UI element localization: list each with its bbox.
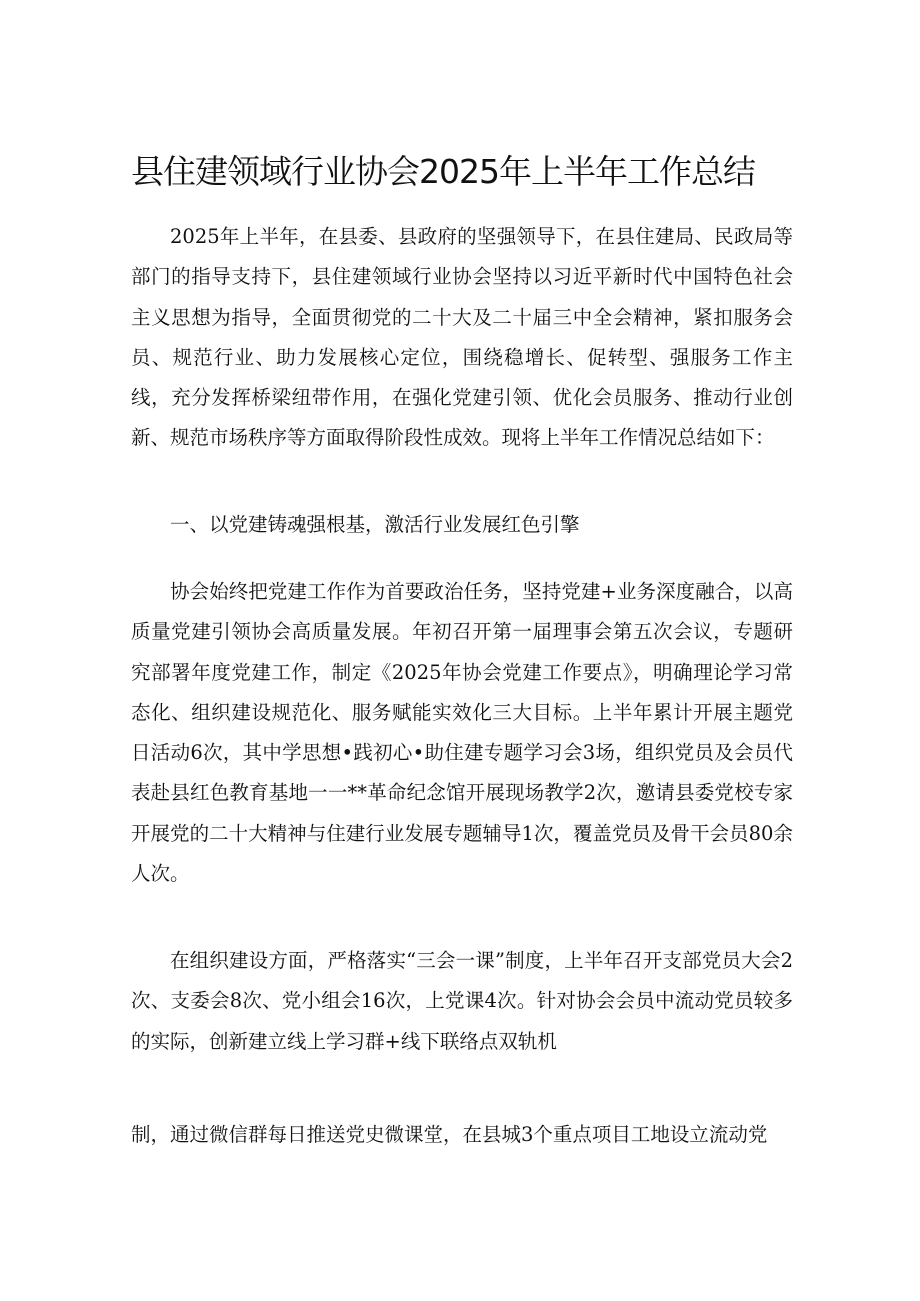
organization-paragraph: 在组织建设方面，严格落实“三会一课”制度，上半年召开支部党员大会2次、支委会8次、党小组会16次，上党课4次。针对协会会员中流动党员较多的实际，创新建立线上学习群+线下联络点双轨机 <box>131 949 793 1053</box>
document-title: 县住建领域行业协会2025年上半年工作总结 <box>131 152 755 191</box>
intro-paragraph: 2025年上半年，在县委、县政府的坚强领导下，在县住建局、民政局等部门的指导支持下，县住建领域行业协会坚持以习近平新时代中国特色社会主义思想为指导，全面贯彻党的二十大及二十届三中全会精神，紧扣服务会员、规范行业、助力发展核心定位，围绕稳增长、促转型、强服务工作主线，充分发挥桥梁纽带作用，在强化党建引领、优化会员服务、推动行业创新、规范市场秩序等方面取得阶段性成效。现将上半年工作情况总结如下： <box>131 225 793 450</box>
party-building-paragraph: 协会始终把党建工作作为首要政治任务，坚持党建+业务深度融合，以高质量党建引领协会高质量发展。年初召开第一届理事会第五次会议，专题研究部署年度党建工作，制定《2025年协会党建工作要点》，明确理论学习常态化、组织建设规范化、服务赋能实效化三大目标。上半年累计开展主题党日活动6次，其中学思想•践初心•助住建专题学习会3场，组织党员及会员代表赴县红色教育基地一一**革命纪念馆开展现场教学2次，邀请县委党校专家开展党的二十大精神与住建行业发展专题辅导1次，覆盖党员及骨干会员80余人次。 <box>131 580 793 886</box>
section-heading-1: 一、以党建铸魂强根基，激活行业发展红色引擎 <box>170 513 580 536</box>
continuation-paragraph: 制，通过微信群每日推送党史微课堂，在县城3个重点项目工地设立流动党 <box>131 1123 768 1146</box>
